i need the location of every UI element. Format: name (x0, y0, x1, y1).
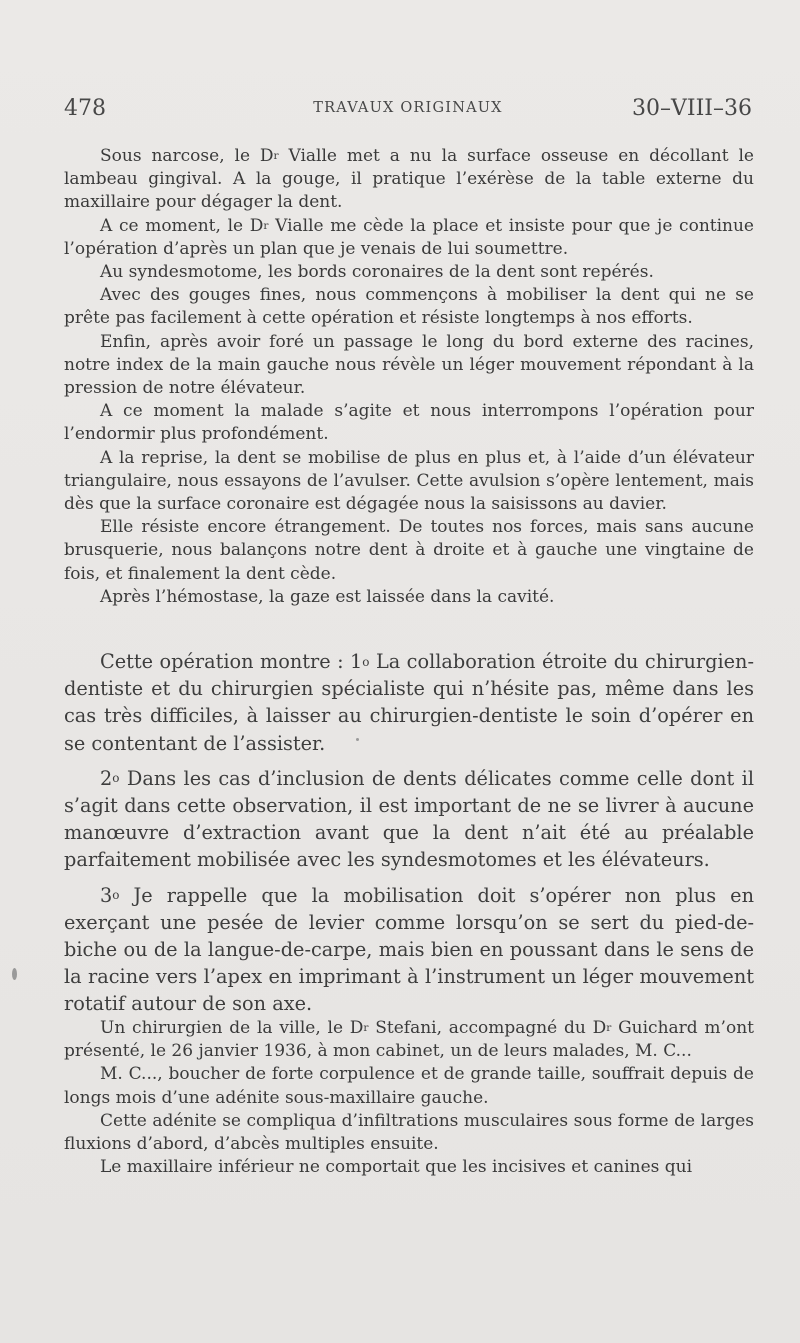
paragraph: Un chirurgien de la ville, le $D^r$ Stefani, accompagné du $D^r$ Guichard m’ont présenté, le 26 janvier 1936, à mon cabinet, un de leurs malades, M. C... (64, 1018, 754, 1062)
conclusion-2: 2$^o$ Dans les cas d’inclusion de dents délicates comme celle dont il s’agit dans cette observation, il est important de ne se livrer à aucune manœuvre d’extraction avant que la dent n’ait été au préalable parfaitement mobilisée avec les syndesmotomes et les élévateurs. (64, 766, 754, 872)
paragraph: A ce moment la malade s’agite et nous interrompons l’opération pour l’endormir plus profondément. (64, 401, 754, 445)
paragraph: Après l’hémostase, la gaze est laissée dans la cavité. (100, 586, 555, 607)
paragraph: Au syndesmotome, les bords coronaires de la dent sont repérés. (100, 262, 654, 283)
conclusion-1: Cette opération montre : 1$^o$ La collaboration étroite du chirurgien-dentiste et du chirurgien spécialiste qui n’hésite pas, même dans les cas très difficiles, à laisser au chirurgien-dentiste le soin d’opérer en se contentant de l’assister. (64, 650, 754, 755)
second-case (64, 1017, 754, 1179)
running-title: TRAVAUX ORIGINAUX (313, 100, 503, 116)
paragraph: Avec des gouges fines, nous commençons à mobiliser la dent qui ne se prête pas facilement à cette opération et résiste longtemps à nos efforts. (64, 285, 754, 329)
paragraph: A la reprise, la dent se mobilise de plus en plus et, à l’aide d’un élévateur triangulaire, nous essayons de l’avulser. Cette avulsion s’opère lentement, mais dès que la surface coronaire est dégagée nous la saisissons au davier. (64, 447, 754, 515)
paper-speck (12, 968, 17, 980)
conclusion-3: 3$^o$ Je rappelle que la mobilisation doit s’opérer non plus en exerçant une pesée de levier comme lorsqu’on se sert du pied-de-biche ou de la langue-de-carpe, mais bien en poussant dans le sens de la racine vers l’apex en imprimant à l’instrument un léger mouvement rotatif autour de son axe. (64, 883, 754, 1016)
operation-narrative (64, 145, 754, 609)
paragraph: Le maxillaire inférieur ne comportait que les incisives et canines qui (100, 1157, 693, 1178)
paragraph: M. C..., boucher de forte corpulence et de grande taille, souffrait depuis de longs mois d’une adénite sous-maxillaire gauche. (64, 1064, 754, 1108)
running-head (64, 92, 752, 126)
paragraph: Enfin, après avoir foré un passage le long du bord externe des racines, notre index de la main gauche nous révèle un léger mouvement répondant à la pression de notre élévateur. (64, 331, 754, 399)
paragraph: Sous narcose, le $D^r$ Vialle met a nu la surface osseuse en décollant le lambeau gingival. A la gouge, il pratique l’exérèse de la table externe du maxillaire pour dégager la dent. (64, 146, 754, 213)
paragraph: Cette adénite se compliqua d’infiltrations musculaires sous forme de larges fluxions d’abord, d’abcès multiples ensuite. (64, 1110, 754, 1155)
paragraph: Elle résiste encore étrangement. De toutes nos forces, mais sans aucune brusquerie, nous balançons notre dent à droite et à gauche une vingtaine de fois, et finalement la dent cède. (64, 517, 754, 584)
paragraph: A ce moment, le $D^r$ Vialle me cède la place et insiste pour que je continue l’opération d’après un plan que je venais de lui soumettre. (64, 215, 754, 259)
issue-date: 30–VIII–36 (632, 96, 752, 121)
page-number: 478 (64, 96, 106, 121)
paper-speck (356, 738, 359, 741)
conclusions (64, 648, 754, 1026)
